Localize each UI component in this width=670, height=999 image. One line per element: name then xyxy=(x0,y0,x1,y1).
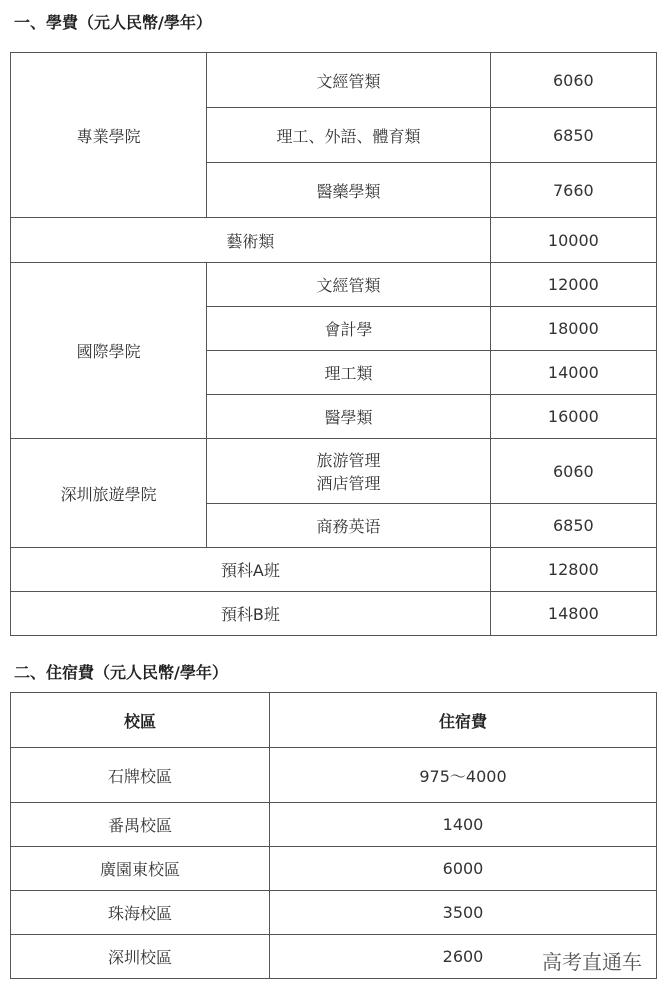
school-name: 專業學院 xyxy=(11,53,207,218)
major-name: 商務英语 xyxy=(207,504,490,548)
table-header-row xyxy=(11,693,657,748)
table-row xyxy=(11,439,657,504)
major-name: 醫學類 xyxy=(207,395,490,439)
fee-value: 18000 xyxy=(490,307,656,351)
major-name: 文經管類 xyxy=(207,53,490,108)
table-row xyxy=(11,218,657,263)
fee-value: 14000 xyxy=(490,351,656,395)
fee-value: 14800 xyxy=(490,592,656,636)
major-name: 理工類 xyxy=(207,351,490,395)
fee-value: 16000 xyxy=(490,395,656,439)
fee-value: 6850 xyxy=(490,504,656,548)
school-name: 預科B班 xyxy=(11,592,491,636)
fee-value: 7660 xyxy=(490,163,656,218)
fee-value: 6000 xyxy=(270,847,657,891)
table-row xyxy=(11,548,657,592)
table-row xyxy=(11,891,657,935)
campus-name: 石牌校區 xyxy=(11,748,270,803)
table-row xyxy=(11,748,657,803)
fee-value: 2600 xyxy=(270,935,657,979)
accommodation-table xyxy=(10,692,657,979)
school-name: 國際學院 xyxy=(11,263,207,439)
table-row xyxy=(11,263,657,307)
school-name: 預科A班 xyxy=(11,548,491,592)
campus-header: 校區 xyxy=(11,693,270,748)
table-row xyxy=(11,847,657,891)
fee-value: 12800 xyxy=(490,548,656,592)
table-row xyxy=(11,803,657,847)
major-line: 酒店管理 xyxy=(316,474,381,493)
major-name: 醫藥學類 xyxy=(207,163,490,218)
fee-value: 1400 xyxy=(270,803,657,847)
campus-name: 深圳校區 xyxy=(11,935,270,979)
fee-value: 6060 xyxy=(490,439,656,504)
major-line: 旅游管理 xyxy=(316,451,381,470)
fee-value: 6060 xyxy=(490,53,656,108)
fee-header: 住宿費 xyxy=(270,693,657,748)
campus-name: 番禺校區 xyxy=(11,803,270,847)
campus-name: 珠海校區 xyxy=(11,891,270,935)
fee-value: 10000 xyxy=(490,218,656,263)
school-name: 藝術類 xyxy=(11,218,491,263)
fee-value: 12000 xyxy=(490,263,656,307)
major-name xyxy=(207,439,490,504)
tuition-heading: 一、學費（元人民幣/學年） xyxy=(14,13,212,32)
major-name: 理工、外語、體育類 xyxy=(207,108,490,163)
table-row xyxy=(11,592,657,636)
school-name: 深圳旅遊學院 xyxy=(11,439,207,548)
major-name: 會計學 xyxy=(207,307,490,351)
major-name: 文經管類 xyxy=(207,263,490,307)
fee-value: 6850 xyxy=(490,108,656,163)
fee-value: 3500 xyxy=(270,891,657,935)
campus-name: 廣園東校區 xyxy=(11,847,270,891)
watermark: 高考直通车 xyxy=(542,950,642,974)
accommodation-heading: 二、住宿費（元人民幣/學年） xyxy=(14,663,228,682)
table-row xyxy=(11,53,657,108)
fee-value: 975～4000 xyxy=(270,748,657,803)
tuition-table xyxy=(10,52,657,636)
